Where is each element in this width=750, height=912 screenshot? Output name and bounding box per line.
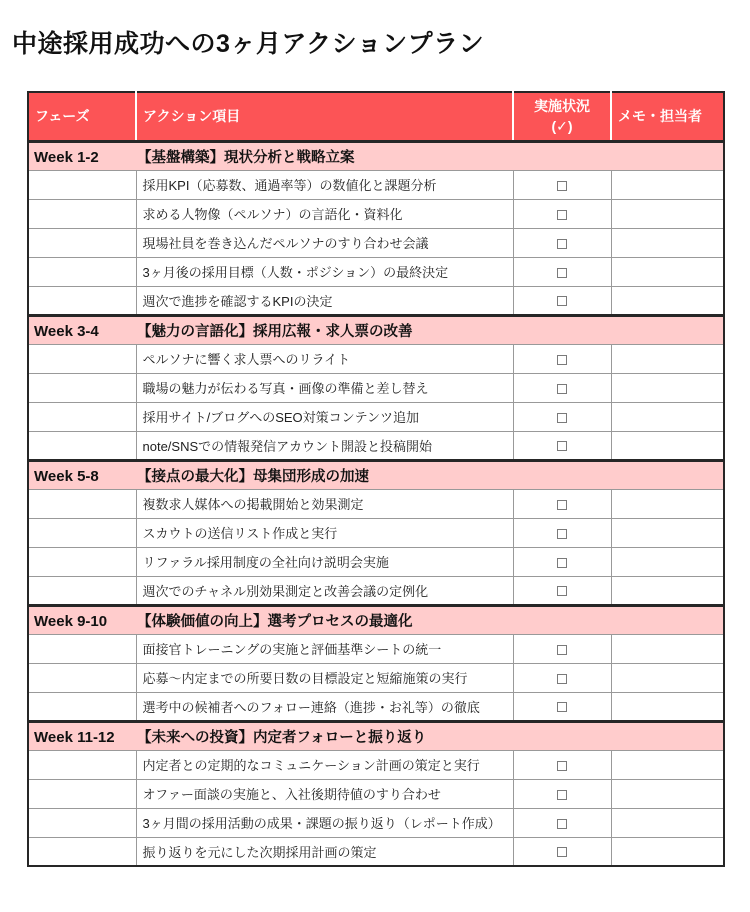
action-item-row xyxy=(28,663,724,692)
action-item-row xyxy=(28,518,724,547)
section-row xyxy=(28,315,724,344)
section-week-label: Week 5-8 xyxy=(34,467,99,485)
unchecked-checkbox-icon[interactable] xyxy=(557,441,567,451)
action-item-label: 内定者との定期的なコミュニケーション計画の策定と実行 xyxy=(136,750,513,779)
action-item-row xyxy=(28,808,724,837)
action-item-row xyxy=(28,692,724,721)
action-item-label: オファー面談の実施と、入社後期待値のすり合わせ xyxy=(136,779,513,808)
phase-cell-empty xyxy=(28,199,136,228)
unchecked-checkbox-icon[interactable] xyxy=(557,210,567,220)
action-item-label: 複数求人媒体への掲載開始と効果測定 xyxy=(136,489,513,518)
action-item-label: 選考中の候補者へのフォロー連絡（進捗・お礼等）の徹底 xyxy=(136,692,513,721)
status-cell xyxy=(513,431,611,460)
phase-cell-empty xyxy=(28,257,136,286)
action-item-row xyxy=(28,373,724,402)
status-cell xyxy=(513,402,611,431)
section-title: 【未来への投資】内定者フォローと振り返り xyxy=(137,729,427,746)
unchecked-checkbox-icon[interactable] xyxy=(557,847,567,857)
memo-cell-empty xyxy=(611,373,724,402)
memo-cell-empty xyxy=(611,170,724,199)
column-header-action: アクション項目 xyxy=(136,92,513,141)
phase-cell-empty xyxy=(28,402,136,431)
status-cell xyxy=(513,286,611,315)
phase-cell-empty xyxy=(28,170,136,199)
unchecked-checkbox-icon[interactable] xyxy=(557,268,567,278)
unchecked-checkbox-icon[interactable] xyxy=(557,558,567,568)
status-cell xyxy=(513,634,611,663)
status-cell xyxy=(513,344,611,373)
action-item-label: 振り返りを元にした次期採用計画の策定 xyxy=(136,837,513,866)
action-item-label: 3ヶ月後の採用目標（人数・ポジション）の最終決定 xyxy=(136,257,513,286)
phase-cell-empty xyxy=(28,576,136,605)
action-item-label: note/SNSでの情報発信アカウント開設と投稿開始 xyxy=(136,431,513,460)
status-cell xyxy=(513,518,611,547)
action-item-label: 求める人物像（ペルソナ）の言語化・資料化 xyxy=(136,199,513,228)
unchecked-checkbox-icon[interactable] xyxy=(557,529,567,539)
phase-cell-empty xyxy=(28,344,136,373)
memo-cell-empty xyxy=(611,837,724,866)
memo-cell-empty xyxy=(611,779,724,808)
action-item-label: 面接官トレーニングの実施と評価基準シートの統一 xyxy=(136,634,513,663)
memo-cell-empty xyxy=(611,344,724,373)
action-item-row xyxy=(28,228,724,257)
status-cell xyxy=(513,692,611,721)
phase-cell-empty xyxy=(28,692,136,721)
section-title: 【基盤構築】現状分析と戦略立案 xyxy=(137,149,355,166)
status-cell xyxy=(513,779,611,808)
column-header-phase: フェーズ xyxy=(28,92,136,141)
memo-cell-empty xyxy=(611,518,724,547)
action-item-label: 週次で進捗を確認するKPIの決定 xyxy=(136,286,513,315)
action-item-row xyxy=(28,431,724,460)
unchecked-checkbox-icon[interactable] xyxy=(557,790,567,800)
status-cell xyxy=(513,808,611,837)
section-row xyxy=(28,721,724,750)
unchecked-checkbox-icon[interactable] xyxy=(557,674,567,684)
memo-cell-empty xyxy=(611,489,724,518)
action-item-row xyxy=(28,576,724,605)
status-cell xyxy=(513,199,611,228)
phase-cell-empty xyxy=(28,837,136,866)
column-header-memo: メモ・担当者 xyxy=(611,92,724,141)
memo-cell-empty xyxy=(611,576,724,605)
page-title: 中途採用成功への3ヶ月アクションプラン xyxy=(12,30,485,58)
phase-cell-empty xyxy=(28,779,136,808)
unchecked-checkbox-icon[interactable] xyxy=(557,500,567,510)
action-item-row xyxy=(28,634,724,663)
unchecked-checkbox-icon[interactable] xyxy=(557,702,567,712)
phase-cell-empty xyxy=(28,489,136,518)
action-item-label: 週次でのチャネル別効果測定と改善会議の定例化 xyxy=(136,576,513,605)
unchecked-checkbox-icon[interactable] xyxy=(557,819,567,829)
action-item-label: 採用サイト/ブログへのSEO対策コンテンツ追加 xyxy=(136,402,513,431)
phase-cell-empty xyxy=(28,663,136,692)
status-cell xyxy=(513,373,611,402)
phase-cell-empty xyxy=(28,518,136,547)
memo-cell-empty xyxy=(611,199,724,228)
status-cell xyxy=(513,489,611,518)
status-cell xyxy=(513,750,611,779)
table-header-row xyxy=(28,92,724,141)
status-cell xyxy=(513,576,611,605)
unchecked-checkbox-icon[interactable] xyxy=(557,384,567,394)
action-item-label: 職場の魅力が伝わる写真・画像の準備と差し替え xyxy=(136,373,513,402)
phase-cell-empty xyxy=(28,808,136,837)
action-item-label: 採用KPI（応募数、通過率等）の数値化と課題分析 xyxy=(136,170,513,199)
status-cell xyxy=(513,547,611,576)
action-item-row xyxy=(28,779,724,808)
memo-cell-empty xyxy=(611,286,724,315)
phase-cell-empty xyxy=(28,373,136,402)
phase-cell-empty xyxy=(28,634,136,663)
section-title: 【魅力の言語化】採用広報・求人票の改善 xyxy=(137,323,413,340)
unchecked-checkbox-icon[interactable] xyxy=(557,645,567,655)
action-item-row xyxy=(28,837,724,866)
section-week-label: Week 3-4 xyxy=(34,322,99,340)
unchecked-checkbox-icon[interactable] xyxy=(557,413,567,423)
action-item-label: 3ヶ月間の採用活動の成果・課題の振り返り（レポート作成） xyxy=(136,808,513,837)
action-plan-table xyxy=(27,91,725,867)
memo-cell-empty xyxy=(611,663,724,692)
action-item-row xyxy=(28,199,724,228)
memo-cell-empty xyxy=(611,692,724,721)
section-row xyxy=(28,460,724,489)
column-header-status-line1: 実施状況 xyxy=(534,98,590,114)
status-cell xyxy=(513,228,611,257)
unchecked-checkbox-icon[interactable] xyxy=(557,355,567,365)
unchecked-checkbox-icon[interactable] xyxy=(557,181,567,191)
unchecked-checkbox-icon[interactable] xyxy=(557,239,567,249)
unchecked-checkbox-icon[interactable] xyxy=(557,586,567,596)
phase-cell-empty xyxy=(28,547,136,576)
column-header-status-line2: (✓) xyxy=(551,118,573,135)
action-item-row xyxy=(28,170,724,199)
section-week-label: Week 9-10 xyxy=(34,612,108,630)
memo-cell-empty xyxy=(611,750,724,779)
phase-cell-empty xyxy=(28,431,136,460)
memo-cell-empty xyxy=(611,547,724,576)
action-item-row xyxy=(28,750,724,779)
status-cell xyxy=(513,837,611,866)
action-item-row xyxy=(28,257,724,286)
memo-cell-empty xyxy=(611,228,724,257)
status-cell xyxy=(513,257,611,286)
status-cell xyxy=(513,663,611,692)
action-item-row xyxy=(28,402,724,431)
section-week-label: Week 11-12 xyxy=(34,728,115,746)
section-week-label: Week 1-2 xyxy=(34,148,99,166)
action-item-row xyxy=(28,344,724,373)
memo-cell-empty xyxy=(611,402,724,431)
memo-cell-empty xyxy=(611,431,724,460)
unchecked-checkbox-icon[interactable] xyxy=(557,761,567,771)
memo-cell-empty xyxy=(611,808,724,837)
phase-cell-empty xyxy=(28,228,136,257)
action-item-row xyxy=(28,547,724,576)
phase-cell-empty xyxy=(28,750,136,779)
unchecked-checkbox-icon[interactable] xyxy=(557,296,567,306)
action-item-label: ペルソナに響く求人票へのリライト xyxy=(136,344,513,373)
action-item-label: スカウトの送信リスト作成と実行 xyxy=(136,518,513,547)
action-item-label: 現場社員を巻き込んだペルソナのすり合わせ会議 xyxy=(136,228,513,257)
action-item-row xyxy=(28,286,724,315)
action-item-label: リファラル採用制度の全社向け説明会実施 xyxy=(136,547,513,576)
section-row xyxy=(28,605,724,634)
memo-cell-empty xyxy=(611,634,724,663)
section-row xyxy=(28,141,724,170)
action-item-row xyxy=(28,489,724,518)
memo-cell-empty xyxy=(611,257,724,286)
phase-cell-empty xyxy=(28,286,136,315)
status-cell xyxy=(513,170,611,199)
section-title: 【接点の最大化】母集団形成の加速 xyxy=(137,468,369,485)
action-item-label: 応募～内定までの所要日数の目標設定と短縮施策の実行 xyxy=(136,663,513,692)
section-title: 【体験価値の向上】選考プロセスの最適化 xyxy=(137,613,413,630)
column-header-status xyxy=(513,92,611,141)
